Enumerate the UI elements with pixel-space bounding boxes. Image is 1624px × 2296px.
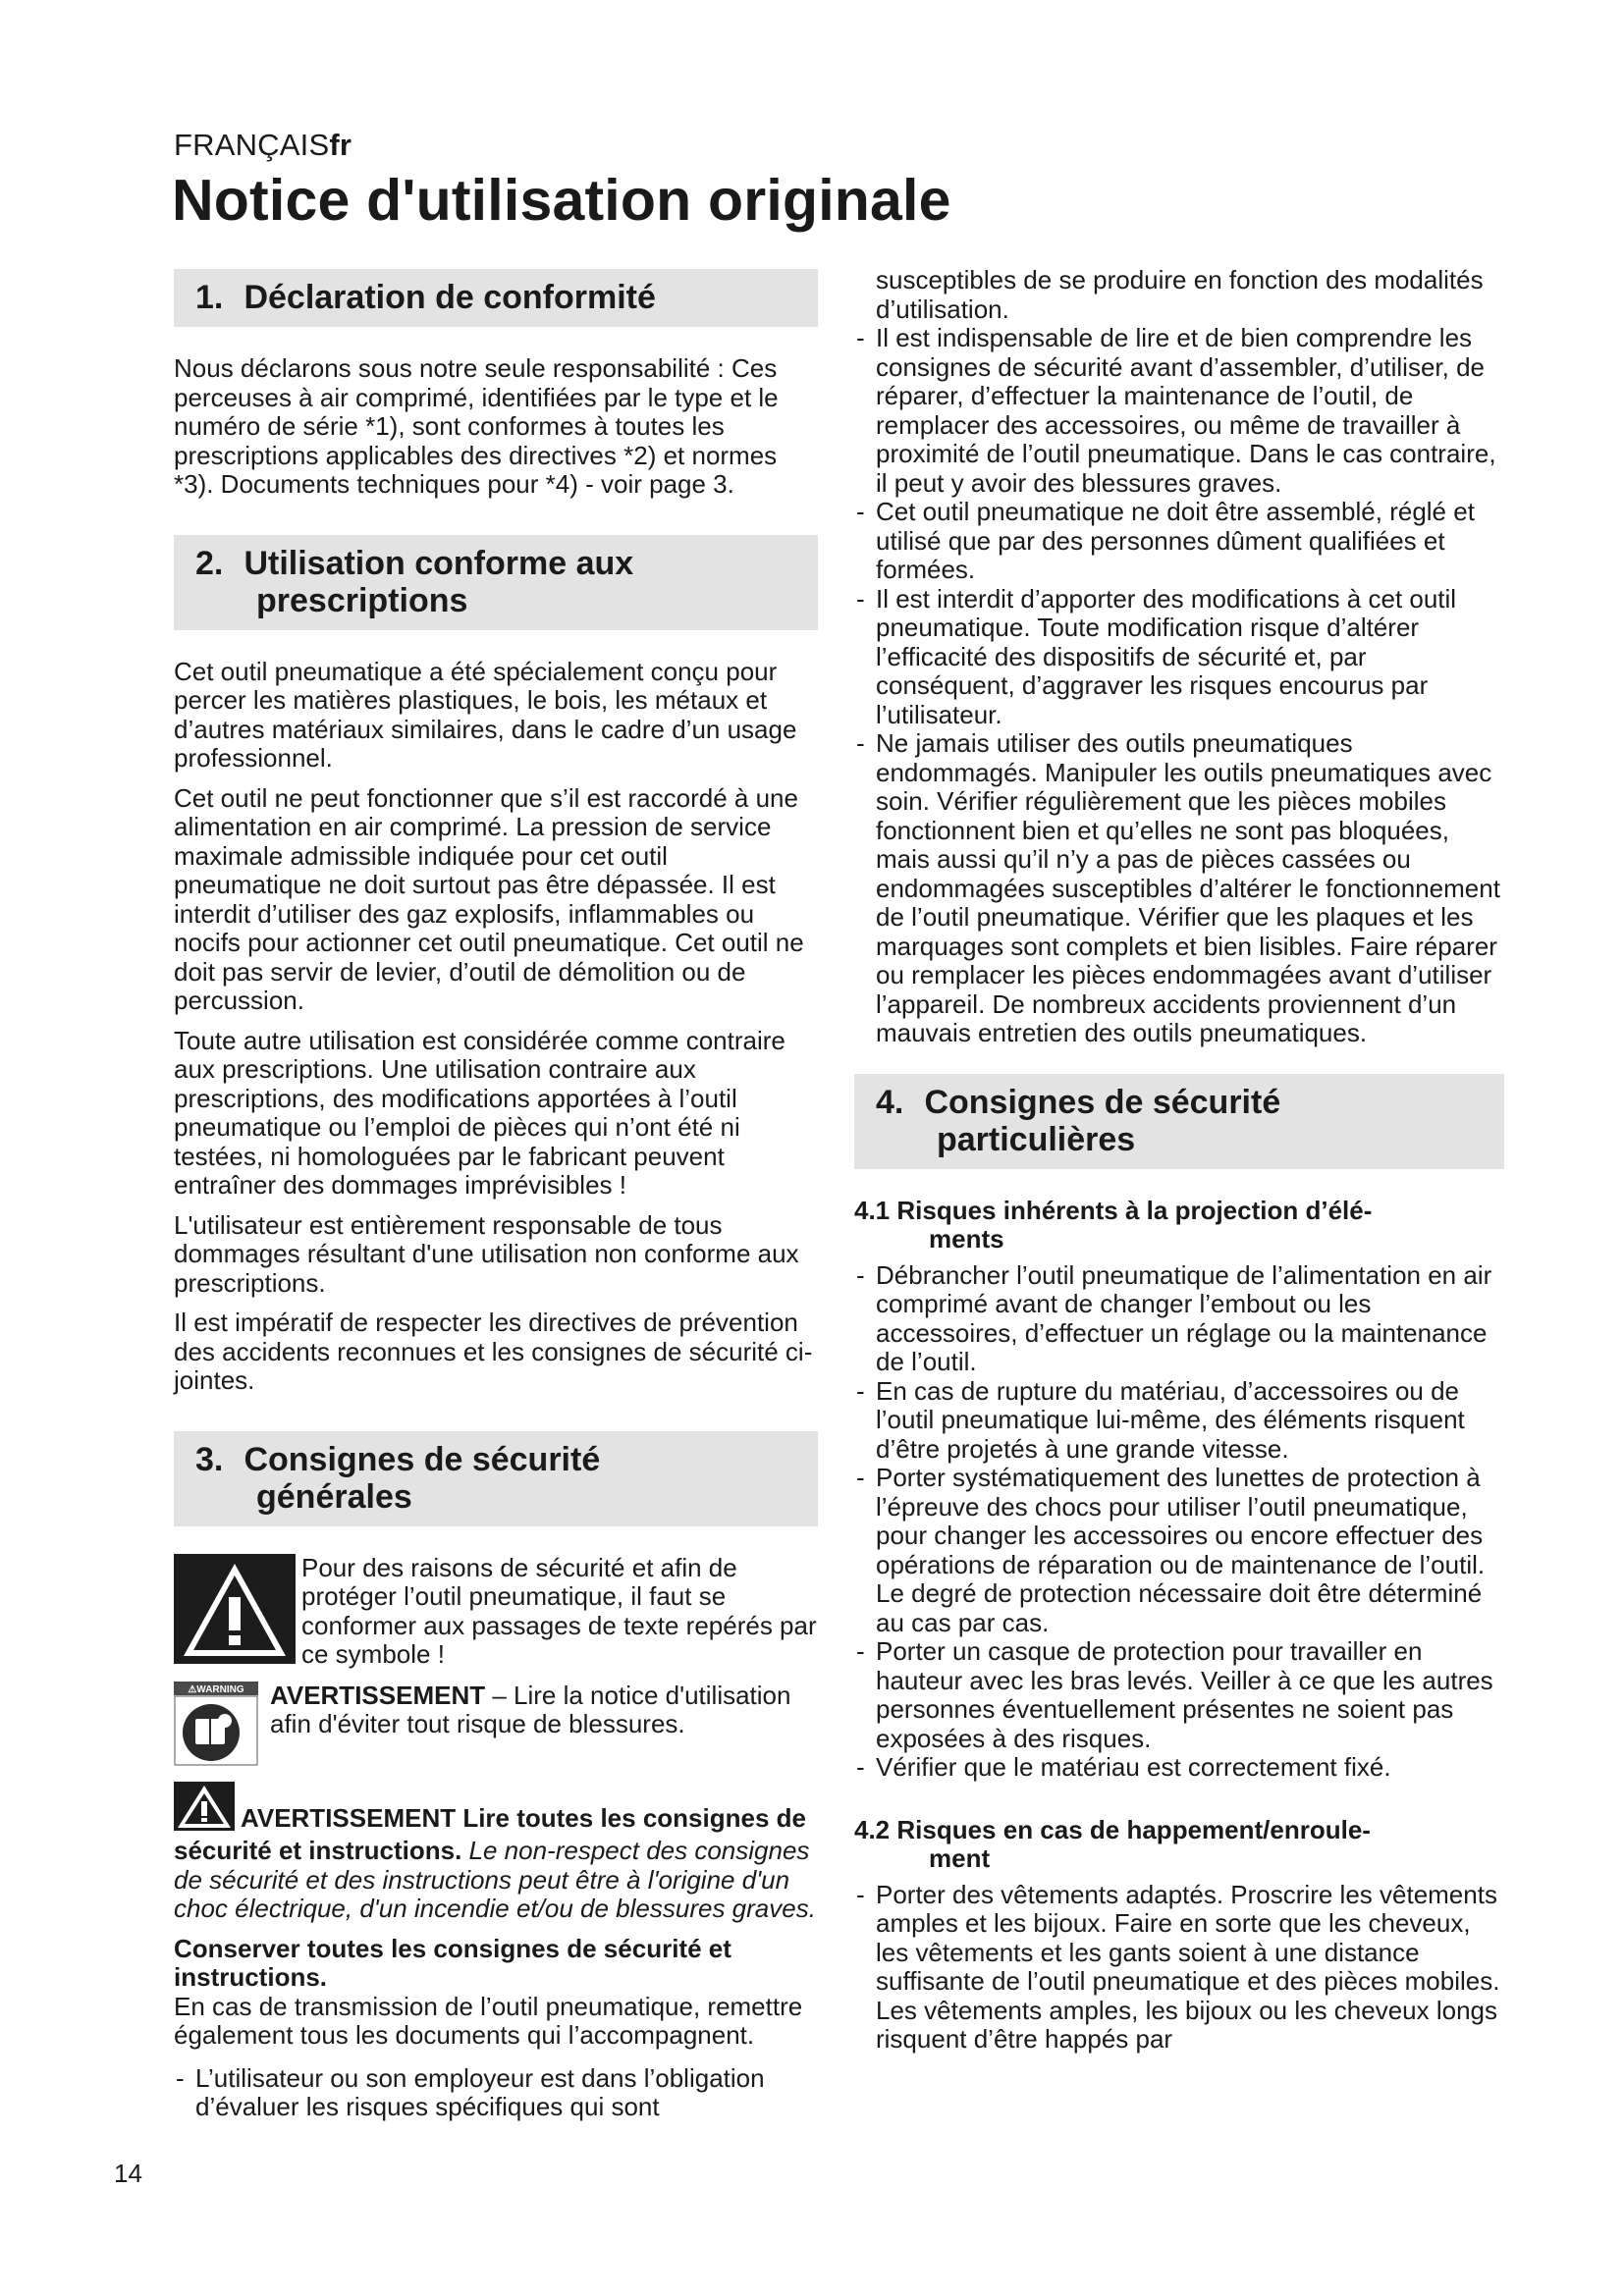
right-column: [854, 266, 1504, 2065]
keep-instructions: [174, 1935, 818, 2051]
subsection-4-1-line1: 4.1 Risques inhérents à la projection d’élé-: [854, 1195, 1373, 1225]
list-item: - Il est interdit d’apporter des modifications à cet outil pneumatique. Toute modification risque d’altérer l’efficacité des dispositifs de sécurité et, par conséquent, d’aggraver les risques encourus par l’utilisateur.: [854, 585, 1504, 730]
warning-2-italic: Le non-respect des consignes de sécurité et des instructions peut être à l'origine d'un choc électrique, d'un incendie et/ou de blessures graves.: [174, 1836, 816, 1923]
section-2-paragraph: Il est impératif de respecter les directives de prévention des accidents reconnues et les consignes de sécurité ci-jointes.: [174, 1308, 813, 1395]
subsection-4-1-line2: ments: [929, 1223, 1004, 1254]
keep-instructions-bold: Conserver toutes les consignes de sécurité et instructions.: [174, 1933, 731, 1992]
section-3-title-line2: générales: [256, 1477, 412, 1516]
section-2-heading: [174, 535, 818, 630]
section-3-number: 3.: [195, 1440, 224, 1478]
language-label: [174, 128, 352, 163]
warning-1-text: – Lire la notice d'utilisation afin d'éviter tout risque de blessures.: [270, 1680, 791, 1738]
section-3-list-right: [854, 324, 1504, 1048]
subsection-4-2-list: [854, 1881, 1504, 2055]
section-4-heading: [854, 1074, 1504, 1169]
section-1-heading: [174, 269, 818, 327]
list-item: - Vérifier que le matériau est correctement fixé.: [854, 1753, 1504, 1783]
page-number: 14: [114, 2159, 142, 2188]
list-item: - Porter systématiquement des lunettes de protection à l’épreuve des chocs pour utiliser l’outil pneumatique, pour changer les accessoires ou encore effectuer des opérations de réparation ou de maintenance de l’outil. Le degré de protection nécessaire doit être déterminé au cas par cas.: [854, 1464, 1504, 1637]
language-code: fr: [329, 128, 352, 162]
section-2-title-line1: Utilisation conforme aux: [244, 544, 634, 582]
warning-safety-text: [174, 1782, 818, 1924]
section-1-number: 1.: [195, 279, 224, 316]
section-2-paragraph: Cet outil ne peut fonctionner que s’il est raccordé à une alimentation en air comprimé. La pression de service maximale admissible indiquée pour cet outil pneumatique ne doit surtout pas être dépassée. Il est interdit d’utiliser des gaz explosifs, inflammables ou nocifs pour actionner cet outil pneumatique. Cet outil ne doit pas servir de levier, d’outil de démolition ou de percussion.: [174, 782, 804, 1015]
small-warning-triangle-icon: [174, 1782, 235, 1838]
subsection-4-2-heading: [854, 1816, 1504, 1873]
list-item: - Ne jamais utiliser des outils pneumatiques endommagés. Manipuler les outils pneumatiques avec soin. Vérifier régulièrement que les pièces mobiles fonctionnent bien et qu’elles ne sont pas bloquées, mais aussi qu’il n’y a pas de pièces cassées ou endommagées susceptibles d’altérer le fonctionnement de l’outil pneumatique. Vérifier que les plaques et les marquages sont complets et bien lisibles. Faire réparer ou remplacer les pièces endommagées avant d’utiliser l’appareil. De nombreux accidents proviennent d’un mauvais entretien des outils pneumatiques.: [854, 729, 1504, 1048]
subsection-4-2-line2: ment: [929, 1842, 991, 1873]
list-item: - Porter un casque de protection pour travailler en hauteur avec les bras levés. Veiller à ce que les autres personnes éventuellement présentes ne soient pas exposées à des risques.: [854, 1637, 1504, 1753]
document-title: Notice d'utilisation originale: [172, 168, 951, 233]
subsection-4-2-line1: 4.2 Risques en cas de happement/enroule-: [854, 1814, 1371, 1844]
list-item: - Débrancher l’outil pneumatique de l’alimentation en air comprimé avant de changer l’embout ou les accessoires, d’effectuer un réglage ou la maintenance de l’outil.: [854, 1261, 1504, 1377]
subsection-4-1-heading: [854, 1197, 1504, 1254]
section-4-number: 4.: [876, 1083, 904, 1121]
section-2-number: 2.: [195, 544, 224, 582]
section-2-paragraph: Toute autre utilisation est considérée comme contraire aux prescriptions. Une utilisation contraire aux prescriptions, des modifications apportées à l’outil pneumatique ou l’emploi de pièces qui n’ont été ni testées, ni homologuées par le fabricant peuvent entraîner des dommages imprévisibles !: [174, 1025, 785, 1200]
read-manual-icon: [174, 1682, 258, 1766]
list-item: - Porter des vêtements adaptés. Proscrire les vêtements amples et les bijoux. Faire en sorte que les cheveux, les vêtements et les gants soient à une distance suffisante de l’outil pneumatique et des pièces mobiles. Les vêtements amples, les bijoux ou les cheveux longs risquent d’être happés par: [854, 1881, 1504, 2055]
warning-2-bold: AVERTISSEMENT Lire toutes les consignes de sécurité et instructions.: [174, 1802, 806, 1865]
section-3-continuation: susceptibles de se produire en fonction des modalités d’utilisation.: [876, 265, 1484, 324]
warning-manual-text: [174, 1682, 818, 1766]
warning-label-text: ⚠WARNING: [188, 1683, 244, 1695]
warning-triangle-icon: [174, 1554, 296, 1664]
section-4-title-line2: particulières: [937, 1120, 1136, 1158]
list-item: - En cas de rupture du matériau, d’accessoires ou de l’outil pneumatique lui-même, des éléments risquent d’être projetés à une grande vitesse.: [854, 1377, 1504, 1465]
subsection-4-1-list: [854, 1261, 1504, 1783]
section-3-title-line1: Consignes de sécurité: [244, 1440, 601, 1478]
list-item: - Cet outil pneumatique ne doit être assemblé, réglé et utilisé que par des personnes dûment qualifiées et formées.: [854, 498, 1504, 585]
warning-manual-block: [174, 1682, 818, 1766]
section-2-paragraph: Cet outil pneumatique a été spécialement conçu pour percer les matières plastiques, le bois, les métaux et d’autres matériaux similaires, dans le cadre d’un usage professionnel.: [174, 656, 797, 773]
list-item: - Il est indispensable de lire et de bien comprendre les consignes de sécurité avant d’assembler, d’utiliser, de réparer, d’effectuer la maintenance de l’outil, de remplacer des accessoires, ou même de travailler à proximité de l’outil pneumatique. Dans le cas contraire, il peut y avoir des blessures graves.: [854, 324, 1504, 498]
left-column: [174, 269, 818, 2133]
section-2-title-line2: prescriptions: [256, 581, 468, 619]
keep-instructions-text: En cas de transmission de l’outil pneumatique, remettre également tous les documents qui l’accompagnent.: [174, 1991, 803, 2050]
list-item: - L’utilisateur ou son employeur est dans l’obligation d’évaluer les risques spécifiques qui sont: [174, 2064, 818, 2122]
symbol-note-block: [174, 1554, 818, 1670]
section-3-heading: [174, 1431, 818, 1526]
section-1-title: Déclaration de conformité: [244, 279, 656, 316]
symbol-note-text: Pour des raisons de sécurité et afin de protéger l’outil pneumatique, il faut se conformer aux passages de texte repérés par ce symbole !: [301, 1552, 817, 1669]
section-4-title-line1: Consignes de sécurité: [924, 1083, 1281, 1121]
section-1-text: Nous déclarons sous notre seule responsabilité : Ces perceuses à air comprimé, identifiées par le type et le numéro de série *1), sont conformes à toutes les prescriptions applicables des directives *2) et normes *3). Documents techniques pour *4) - voir page 3.: [174, 353, 779, 499]
section-2-paragraph: L'utilisateur est entièrement responsable de tous dommages résultant d'une utilisation non conforme aux prescriptions.: [174, 1209, 799, 1298]
section-3-list-left: [174, 2064, 818, 2122]
warning-1-bold: AVERTISSEMENT: [270, 1680, 486, 1710]
language-name: FRANÇAIS: [174, 128, 330, 162]
